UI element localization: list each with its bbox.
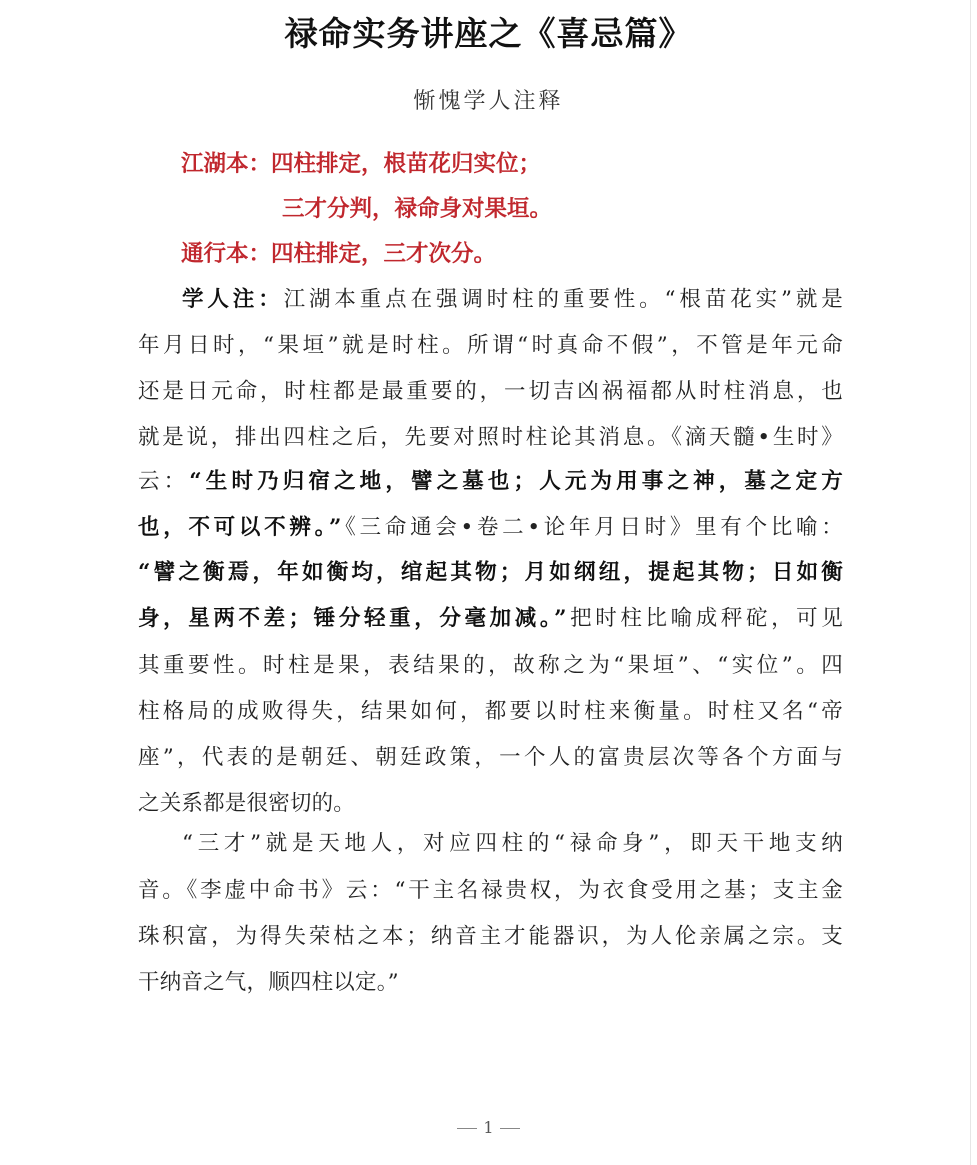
footer-dash-right: [500, 1128, 520, 1129]
commentary-line-4: 就是说，排出四柱之后，先要对照时柱论其消息。《滴天髓•生时》: [138, 425, 843, 450]
commentary-line-9: 其重要性。时柱是果，表结果的，故称之为“果垣”、“实位”。四: [138, 653, 843, 678]
commentary-line-1-text: 江湖本重点在强调时柱的重要性。“根苗花实”就是: [283, 287, 843, 312]
commentary-quote-2b: 身，星两不差；锤分轻重，分毫加减。”: [138, 606, 567, 631]
commentary-quote-2a: “譬之衡焉，年如衡均，绾起其物；月如纲纽，提起其物；日如衡: [138, 560, 843, 585]
commentary-line-6: [138, 513, 843, 543]
page-subtitle: 惭愧学人注释: [413, 89, 564, 114]
commentary-line-1: [182, 285, 843, 315]
verse-jianghu-text1: 四柱排定，根苗花归实位；: [271, 151, 542, 177]
page-edge: [970, 0, 971, 1165]
commentary-label: 学人注：: [182, 287, 284, 312]
commentary-line-5-prefix: 云：: [138, 469, 190, 494]
verse-tongxing-line: [181, 239, 496, 269]
verse-tongxing-text: 四柱排定，三才次分。: [271, 241, 497, 267]
commentary-line-11: 座”，代表的是朝廷、朝廷政策，一个人的富贵层次等各个方面与: [138, 745, 843, 770]
commentary-line-12: 之关系都是很密切的。: [138, 791, 356, 816]
commentary-line-5: [138, 467, 843, 497]
commentary-line-3: 还是日元命，时柱都是最重要的，一切吉凶祸福都从时柱消息，也: [138, 379, 843, 404]
commentary-line-8-rest: 把时柱比喻成秤砣，可见: [566, 606, 843, 631]
commentary-line-2: 年月日时，“果垣”就是时柱。所谓“时真命不假”，不管是年元命: [138, 333, 843, 358]
verse-jianghu-line2: 三才分判，禄命身对果垣。: [282, 196, 553, 222]
commentary-line-6-rest: 《三命通会•卷二•论年月日时》里有个比喻：: [341, 515, 843, 540]
verse-jianghu-label: 江湖本：: [181, 151, 272, 177]
page-number: 1: [483, 1118, 494, 1137]
commentary-quote-1a: “生时乃归宿之地，譬之墓也；人元为用事之神，墓之定方: [189, 469, 843, 494]
sancai-line-2: 音。《李虚中命书》云：“干主名禄贵权，为衣食受用之基；支主金: [138, 878, 843, 903]
sancai-line-1: “三才”就是天地人，对应四柱的“禄命身”，即天干地支纳: [182, 831, 843, 856]
verse-jianghu-line1: [181, 149, 541, 179]
sancai-line-3: 珠积富，为得失荣枯之本；纳音主才能器识，为人伦亲属之宗。支: [138, 924, 843, 949]
commentary-line-7: [138, 558, 843, 588]
commentary-quote-1b: 也，不可以不辨。”: [138, 515, 342, 540]
commentary-line-8: [138, 604, 843, 634]
page-footer: [0, 1118, 977, 1137]
sancai-line-4: 干纳音之气，顺四柱以定。”: [138, 970, 399, 995]
footer-dash-left: [457, 1128, 477, 1129]
commentary-line-10: 柱格局的成败得失，结果如何，都要以时柱来衡量。时柱又名“帝: [138, 699, 843, 724]
verse-tongxing-label: 通行本：: [181, 241, 272, 267]
page-title: 禄命实务讲座之《喜忌篇》: [284, 14, 693, 53]
